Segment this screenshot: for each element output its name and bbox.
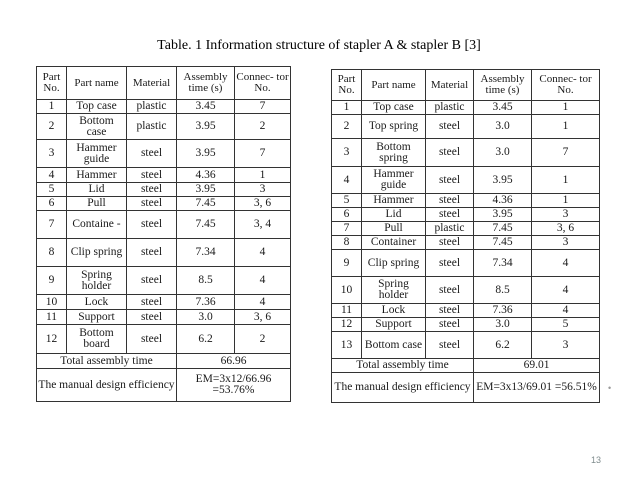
efficiency-row [332,373,600,403]
part-name-cell: Bottom spring [362,139,426,167]
design-efficiency-value: EM=3x13/69.01 =56.51% [474,373,600,403]
part-no-cell: 7 [332,222,362,236]
table-row [37,325,291,354]
material-cell: steel [426,250,474,277]
material-cell: steel [127,267,177,295]
part-no-cell: 12 [332,318,362,332]
material-cell: steel [127,211,177,239]
connector-no-cell: 1 [532,194,600,208]
table-row [37,197,291,211]
part-no-cell: 11 [37,310,67,325]
part-name-cell: Hammer [362,194,426,208]
assembly-time-cell: 6.2 [474,332,532,359]
part-name-cell: Lock [67,295,127,310]
assembly-time-cell: 4.36 [474,194,532,208]
assembly-time-cell: 3.95 [474,208,532,222]
table-row [332,332,600,359]
part-no-cell: 1 [37,100,67,114]
part-name-cell: Bottom board [67,325,127,354]
part-no-cell: 10 [332,277,362,304]
material-cell: steel [426,332,474,359]
design-efficiency-label: The manual design efficiency [37,369,177,402]
material-cell: steel [127,310,177,325]
assembly-time-cell: 3.45 [177,100,235,114]
table-row [37,310,291,325]
table-row [37,100,291,114]
connector-no-cell: 4 [235,295,291,310]
part-no-cell: 4 [37,168,67,183]
table-row [332,250,600,277]
part-name-cell: Containe - [67,211,127,239]
connector-no-cell: 4 [532,250,600,277]
assembly-time-cell: 7.45 [177,197,235,211]
assembly-time-cell: 7.45 [177,211,235,239]
header-part-no: Part No. [37,67,67,100]
table-header-row [37,67,291,100]
table-row [37,239,291,267]
connector-no-cell: 4 [532,277,600,304]
part-name-cell: Container [362,236,426,250]
material-cell: steel [426,304,474,318]
assembly-time-cell: 3.0 [474,318,532,332]
assembly-time-cell: 3.0 [177,310,235,325]
part-name-cell: Pull [67,197,127,211]
material-cell: steel [127,197,177,211]
part-name-cell: Support [362,318,426,332]
assembly-time-cell: 7.45 [474,236,532,250]
part-no-cell: 6 [37,197,67,211]
header-connector-no: Connec- tor No. [532,70,600,101]
material-cell: plastic [426,101,474,115]
assembly-time-cell: 3.95 [474,167,532,194]
total-row [37,354,291,369]
connector-no-cell: 2 [235,325,291,354]
material-cell: steel [127,183,177,197]
assembly-time-cell: 8.5 [177,267,235,295]
header-assembly-time: Assembly time (s) [474,70,532,101]
part-name-cell: Support [67,310,127,325]
assembly-time-cell: 3.45 [474,101,532,115]
part-name-cell: Spring holder [67,267,127,295]
table-row [332,236,600,250]
material-cell: plastic [127,114,177,140]
assembly-time-cell: 4.36 [177,168,235,183]
connector-no-cell: 3 [532,208,600,222]
assembly-time-cell: 3.0 [474,115,532,139]
table-row [37,267,291,295]
table-row [332,277,600,304]
table-row [332,115,600,139]
table-row [37,211,291,239]
header-part-name: Part name [67,67,127,100]
material-cell: steel [426,194,474,208]
part-no-cell: 5 [37,183,67,197]
material-cell: steel [426,139,474,167]
table-row [37,140,291,168]
table-row [37,168,291,183]
part-no-cell: 5 [332,194,362,208]
connector-no-cell: 4 [235,239,291,267]
connector-no-cell: 3, 4 [235,211,291,239]
material-cell: steel [127,140,177,168]
connector-no-cell: 2 [235,114,291,140]
part-no-cell: 9 [332,250,362,277]
part-no-cell: 11 [332,304,362,318]
stapler-a-table [36,66,291,402]
total-row [332,359,600,373]
assembly-time-cell: 8.5 [474,277,532,304]
header-assembly-time: Assembly time (s) [177,67,235,100]
table-row [332,304,600,318]
part-no-cell: 4 [332,167,362,194]
assembly-time-cell: 7.36 [177,295,235,310]
material-cell: steel [426,167,474,194]
stapler-b-table [331,69,600,403]
part-no-cell: 13 [332,332,362,359]
connector-no-cell: 1 [235,168,291,183]
table-row [332,194,600,208]
assembly-time-cell: 7.36 [474,304,532,318]
part-no-cell: 3 [37,140,67,168]
header-material: Material [426,70,474,101]
part-name-cell: Lock [362,304,426,318]
material-cell: steel [426,115,474,139]
part-no-cell: 7 [37,211,67,239]
part-name-cell: Lid [362,208,426,222]
header-connector-no: Connec- tor No. [235,67,291,100]
connector-no-cell: 3, 6 [235,310,291,325]
part-name-cell: Bottom case [67,114,127,140]
connector-no-cell: 7 [532,139,600,167]
design-efficiency-value: EM=3x12/66.96 =53.76% [177,369,291,402]
part-no-cell: 10 [37,295,67,310]
total-assembly-time-label: Total assembly time [37,354,177,369]
table-header-row [332,70,600,101]
part-no-cell: 8 [37,239,67,267]
part-no-cell: 8 [332,236,362,250]
part-no-cell: 1 [332,101,362,115]
header-material: Material [127,67,177,100]
part-name-cell: Lid [67,183,127,197]
table-row [37,114,291,140]
material-cell: steel [127,295,177,310]
connector-no-cell: 1 [532,167,600,194]
connector-no-cell: 1 [532,115,600,139]
assembly-time-cell: 7.34 [474,250,532,277]
part-name-cell: Top case [362,101,426,115]
connector-no-cell: 3 [235,183,291,197]
connector-no-cell: 7 [235,100,291,114]
table-row [332,222,600,236]
design-efficiency-label: The manual design efficiency [332,373,474,403]
material-cell: plastic [127,100,177,114]
connector-no-cell: 1 [532,101,600,115]
assembly-time-cell: 3.0 [474,139,532,167]
part-name-cell: Spring holder [362,277,426,304]
part-name-cell: Pull [362,222,426,236]
material-cell: plastic [426,222,474,236]
part-no-cell: 12 [37,325,67,354]
table-row [37,295,291,310]
material-cell: steel [127,168,177,183]
part-name-cell: Top case [67,100,127,114]
table-row [37,183,291,197]
material-cell: steel [426,236,474,250]
table-row [332,318,600,332]
table-row [332,101,600,115]
efficiency-row [37,369,291,402]
material-cell: steel [127,239,177,267]
table-row [332,208,600,222]
table-row [332,167,600,194]
total-assembly-time-label: Total assembly time [332,359,474,373]
material-cell: steel [426,318,474,332]
part-name-cell: Clip spring [362,250,426,277]
total-assembly-time-value: 69.01 [474,359,600,373]
part-no-cell: 2 [37,114,67,140]
part-name-cell: Bottom case [362,332,426,359]
assembly-time-cell: 3.95 [177,114,235,140]
part-name-cell: Clip spring [67,239,127,267]
connector-no-cell: 3 [532,332,600,359]
connector-no-cell: 5 [532,318,600,332]
part-name-cell: Hammer [67,168,127,183]
connector-no-cell: 4 [532,304,600,318]
header-part-name: Part name [362,70,426,101]
assembly-time-cell: 7.34 [177,239,235,267]
part-no-cell: 9 [37,267,67,295]
connector-no-cell: 4 [235,267,291,295]
part-name-cell: Hammer guide [67,140,127,168]
assembly-time-cell: 6.2 [177,325,235,354]
connector-no-cell: 3 [532,236,600,250]
assembly-time-cell: 3.95 [177,183,235,197]
stray-mark: • [608,383,612,393]
connector-no-cell: 3, 6 [532,222,600,236]
assembly-time-cell: 3.95 [177,140,235,168]
connector-no-cell: 7 [235,140,291,168]
header-part-no: Part No. [332,70,362,101]
slide-title: Table. 1 Information structure of stapler A & stapler B [3] [157,38,481,53]
material-cell: steel [426,277,474,304]
table-row [332,139,600,167]
total-assembly-time-value: 66.96 [177,354,291,369]
assembly-time-cell: 7.45 [474,222,532,236]
part-no-cell: 2 [332,115,362,139]
slide-number: 13 [590,455,601,465]
part-name-cell: Top spring [362,115,426,139]
material-cell: steel [127,325,177,354]
part-no-cell: 3 [332,139,362,167]
part-no-cell: 6 [332,208,362,222]
connector-no-cell: 3, 6 [235,197,291,211]
part-name-cell: Hammer guide [362,167,426,194]
material-cell: steel [426,208,474,222]
